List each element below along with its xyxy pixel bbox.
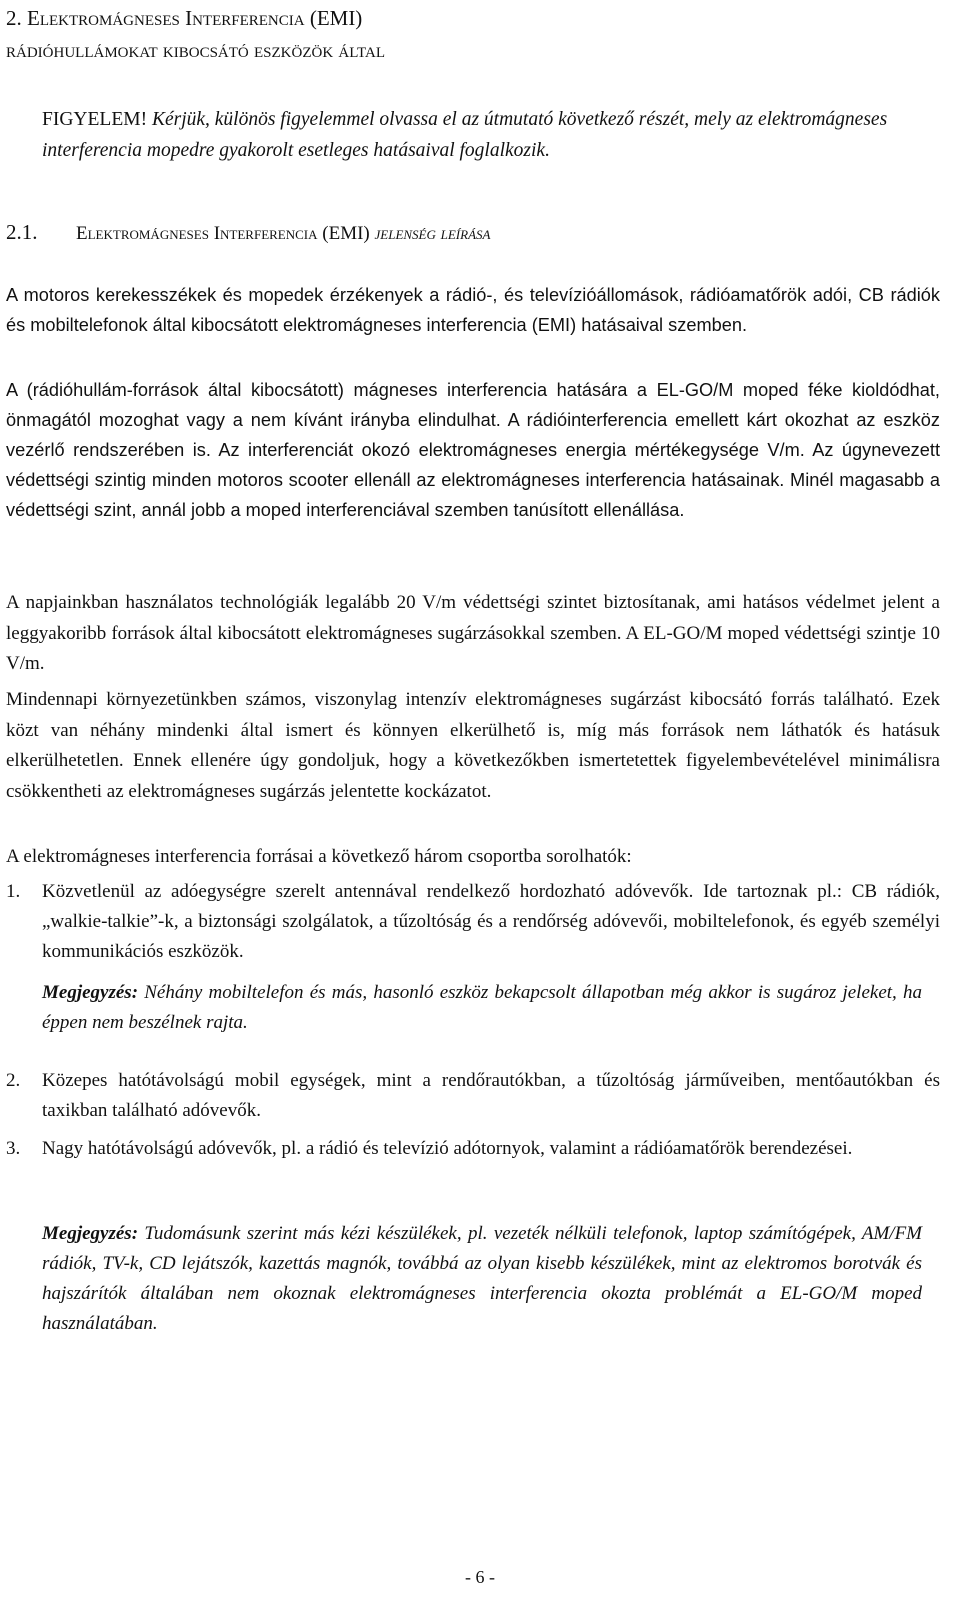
list-item-text: Nagy hatótávolságú adóvevők, pl. a rádió és televízió adótornyok, valamint a rádióamatőrök berendezései. xyxy=(42,1138,853,1159)
paragraph-3: A napjainkban használatos technológiák legalább 20 V/m védettségi szintet biztosítanak, ami hatásos védelmet jelent a leggyakoribb források által kibocsátott elektromágneses sugárzásokkal szemben. A EL-GO/M moped védettségi szintje 10 V/m. xyxy=(6,592,940,674)
paragraph-4: Mindennapi környezetünkben számos, viszonylag intenzív elektromágneses sugárzást kibocsátó forrás található. Ezek közt van néhány mindenki által ismert és könnyen elkerülhető is, míg más források nem láthatók és hatásuk elkerülhetetlen. Ennek ellenére úgy gondoljuk, hogy a következőkben ismertetettek figyelembevételével minimálisra csökkentheti az elektromágneses sugárzás jelentette kockázatot. xyxy=(6,689,940,802)
list-item-number: 3. xyxy=(6,1138,21,1159)
page-number: - 6 - xyxy=(465,1567,495,1587)
note-2 xyxy=(42,1219,922,1339)
paragraph-1: A motoros kerekesszékek és mopedek érzékenyek a rádió-, és televízióállomások, rádióamatőrök adói, CB rádiók és mobiltelefonok által kibocsátott elektromágneses interferencia (EMI) hatásaival szemben. xyxy=(6,285,940,335)
section-heading xyxy=(6,2,952,66)
section-title-line1: Elektromágneses Interferencia (EMI) xyxy=(27,6,363,30)
subsection-title-part1: Elektromágneses Interferencia (EMI) xyxy=(76,223,370,244)
note-text: Néhány mobiltelefon és más, hasonló eszköz bekapcsolt állapotban még akkor is sugároz jeleket, ha éppen nem beszélnek rajta. xyxy=(42,982,922,1033)
list-item xyxy=(6,1134,940,1164)
list-item xyxy=(6,877,940,967)
warning-text: Kérjük, különös figyelemmel olvassa el az útmutató következő részét, mely az elektromágneses interferencia mopedre gyakorolt esetleges hatásaival foglalkozik. xyxy=(42,109,888,161)
paragraph-5: A elektromágneses interferencia forrásai a következő három csoportba sorolhatók: xyxy=(6,846,632,867)
warning-paragraph xyxy=(42,104,932,166)
note-text: Tudomásunk szerint más kézi készülékek, pl. vezeték nélküli telefonok, laptop számítógépek, AM/FM rádiók, TV-k, CD lejátszók, kazettás magnók, továbbá az olyan kisebb készülékek, mint az elektromos borotvák és hajszárítók általában nem okoznak elektromágneses interferencia okozta problémát a EL-GO/M moped használatában. xyxy=(42,1223,922,1334)
section-title-line2: rádióhullámokat kibocsátó eszközök által xyxy=(6,38,385,62)
subsection-title-part2: jelenség leírása xyxy=(374,223,491,244)
note-label: Megjegyzés: xyxy=(42,982,139,1003)
note-label: Megjegyzés: xyxy=(42,1223,139,1244)
section-number: 2. xyxy=(6,6,22,30)
subsection-number: 2.1. xyxy=(6,220,38,244)
list-item-number: 1. xyxy=(6,881,21,902)
list-item-number: 2. xyxy=(6,1070,21,1091)
note-1 xyxy=(42,978,922,1038)
list-item-text: Közepes hatótávolságú mobil egységek, mint a rendőrautókban, a tűzoltóság járműveiben, mentőautókban és taxikban található adóvevők. xyxy=(42,1070,940,1121)
warning-label: FIGYELEM! xyxy=(42,109,148,130)
subsection-heading xyxy=(6,218,952,248)
list-item xyxy=(6,1066,940,1126)
list-item-text: Közvetlenül az adóegységre szerelt antennával rendelkező hordozható adóvevők. Ide tartoznak pl.: CB rádiók, „walkie-talkie”-k, a biztonsági szolgálatok, a tűzoltóság és a rendőrség adóvevői, mobiltelefonok, és egyéb személyi kommunikációs eszközök. xyxy=(42,881,940,962)
paragraph-2: A (rádióhullám-források által kibocsátott) mágneses interferencia hatására a EL-GO/M moped féke kioldódhat, önmagától mozoghat vagy a nem kívánt irányba elindulhat. A rádióinterferencia emellett kárt okozhat az eszköz vezérlő rendszerében is. Az interferenciát okozó elektromágneses energia mértékegysége V/m. Az úgynevezett védettségi szintig minden motoros scooter ellenáll az elektromágneses interferencia hatásainak. Minél magasabb a védettségi szint, annál jobb a moped interferenciával szemben tanúsított ellenállása. xyxy=(6,380,940,520)
